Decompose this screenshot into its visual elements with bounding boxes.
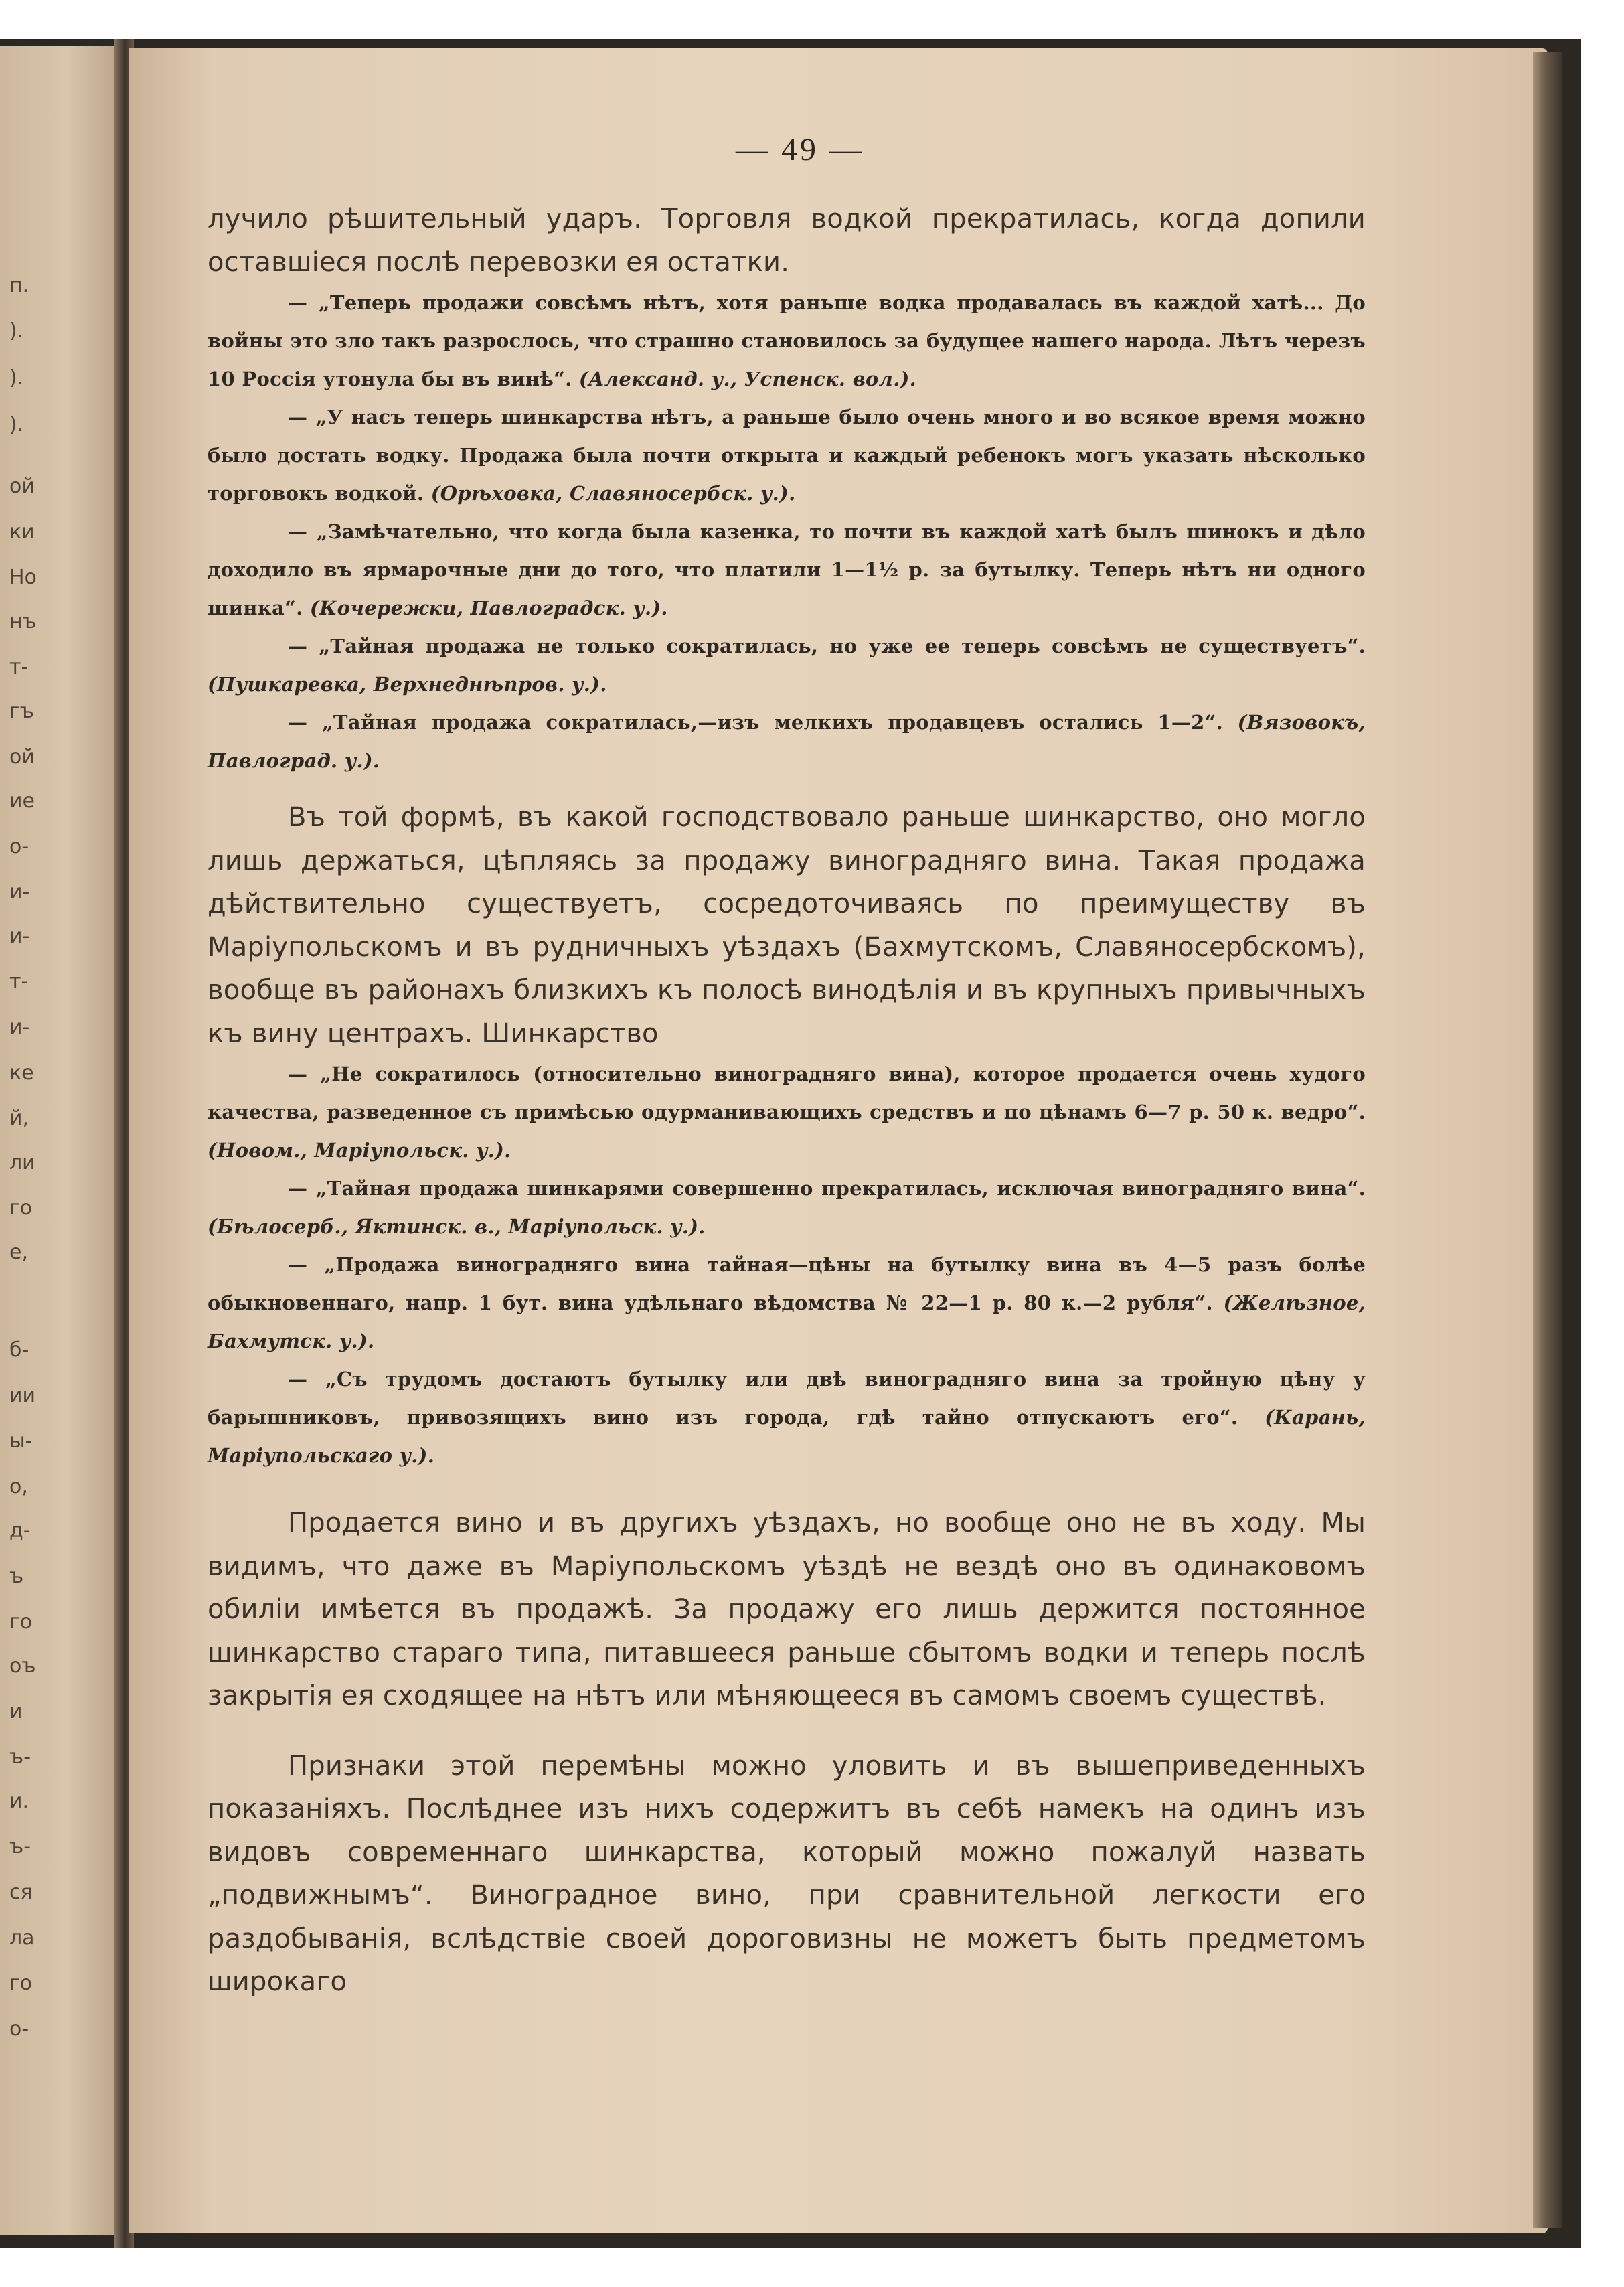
fragment: ся [9, 1881, 33, 1904]
quote-text: — „Тайная продажа не только сократилась, но уже ее теперь совсѣмъ не существуетъ“. [288, 635, 1366, 657]
quote [208, 627, 1366, 704]
fragment: т- [9, 655, 29, 679]
fragment: б- [9, 1338, 29, 1362]
spacer [208, 1718, 1366, 1745]
fragment: го [9, 1610, 33, 1634]
quote-location: (Александ. у., Успенск. вол.). [578, 368, 917, 390]
fragment: ъ [9, 1565, 24, 1588]
quote-location: (Новом., Маріупольск. у.). [208, 1139, 511, 1162]
fragment: ой [9, 475, 35, 498]
page-number: — 49 — [736, 132, 864, 167]
fragment: и [9, 1700, 23, 1723]
fragment: д- [9, 1519, 31, 1543]
fragment: и- [9, 880, 30, 904]
fragment: Но [9, 566, 37, 589]
paragraph-4: Признаки этой перемѣны можно уловить и въ вышеприведенныхъ показаніяхъ. Послѣднее изъ нихъ содержитъ въ себѣ намекъ на одинъ изъ видовъ современнаго шинкарства, который можно пожалуй назвать „подвижнымъ“. Виноградное вино, при сравнительной легкости его раздобыванія, вслѣдствіе своей дороговизны не можетъ быть предметомъ широкаго [208, 1750, 1366, 1997]
fragment: ). [9, 413, 24, 437]
fragment: и- [9, 925, 30, 948]
fragment: о- [9, 835, 29, 858]
quote-location: (Вязовокъ, Павлоград. у.). [208, 711, 1366, 772]
spacer [208, 780, 1366, 796]
fragment: ы- [9, 1429, 33, 1453]
page-edge [1533, 52, 1562, 2228]
fragment: ). [9, 366, 24, 390]
quote [208, 1246, 1366, 1360]
fragment: п. [9, 274, 29, 297]
quote [208, 284, 1366, 398]
spacer [208, 1475, 1366, 1502]
left-page-fragments [9, 46, 116, 2235]
fragment: ла [9, 1926, 35, 1950]
quote [208, 1360, 1366, 1475]
fragment: нъ [9, 610, 37, 633]
fragment: ке [9, 1061, 34, 1085]
quote-text: — „Продажа виноградняго вина тайная—цѣны на бутылку вина въ 4—5 разъ болѣе обыкновеннаго, напр. 1 бут. вина удѣльнаго вѣдомства № 22—1 р. 80 к.—2 рубля“. [208, 1253, 1366, 1314]
fragment: оъ [9, 1654, 36, 1678]
paragraph-1: лучило рѣшительный ударъ. Торговля водкой прекратилась, когда допили оставшіеся послѣ перевозки ея остатки. [208, 204, 1366, 278]
quote-text: — „Не сократилось (относительно виноградняго вина), которое продается очень худого качества, разведенное съ примѣсью одурманивающихъ средствъ и по цѣнамъ 6—7 р. 50 к. ведро“. [208, 1062, 1366, 1123]
fragment: ъ- [9, 1745, 31, 1769]
paragraph-2: Въ той формѣ, въ какой господствовало раньше шинкарство, оно могло лишь держаться, цѣпляясь за продажу виноградняго вина. Такая продажа дѣйствительно существуетъ, сосредоточиваясь по преимуществу въ Маріупольскомъ и въ рудничныхъ уѣздахъ (Бахмутскомъ, Славяносербскомъ), вообще въ районахъ близкихъ къ полосѣ винодѣлія и въ крупныхъ привычныхъ къ вину центрахъ. Шинкарство [208, 802, 1366, 1049]
left-page [0, 46, 122, 2235]
fragment: и- [9, 1016, 30, 1039]
fragment: и. [9, 1790, 29, 1813]
quote-location: (Пушкаревка, Верхнеднѣпров. у.). [208, 673, 607, 696]
fragment: ъ- [9, 1835, 31, 1859]
fragment: ки [9, 520, 35, 544]
fragment: ии [9, 1384, 35, 1407]
quote [208, 1055, 1366, 1170]
quote-location: (Кочережки, Павлоградск. у.). [309, 597, 668, 619]
fragment: ). [9, 319, 24, 343]
fragment: го [9, 1196, 33, 1220]
fragment: й, [9, 1107, 29, 1130]
quote-text: — „Тайная продажа шинкарями совершенно прекратилась, исключая виноградняго вина“. [288, 1177, 1366, 1200]
quote-location: (Желѣзное, Бахмутск. у.). [208, 1291, 1366, 1352]
quote-text: — „У насъ теперь шинкарства нѣтъ, а раньше было очень много и во всякое время можно было достать водку. Продажа была почти открыта и каждый ребенокъ могъ указать нѣсколько торговокъ водкой. [208, 406, 1366, 505]
quote-text: — „Тайная продажа сократилась,—изъ мелкихъ продавцевъ остались 1—2“. [288, 711, 1223, 734]
quote-location: (Бѣлосерб., Яктинск. в., Маріупольск. у.). [208, 1215, 706, 1238]
fragment: о- [9, 2017, 29, 2041]
fragment: о, [9, 1475, 28, 1498]
quote-location: (Карань, Маріупольскаго у.). [208, 1406, 1366, 1467]
quote-text: — „Съ трудомъ достаютъ бутылку или двѣ виноградняго вина за тройную цѣну у барышниковъ, привозящихъ вино изъ города, гдѣ тайно отпускаютъ его“. [208, 1368, 1366, 1429]
quote [208, 704, 1366, 780]
fragment: гъ [9, 700, 34, 723]
fragment: т- [9, 970, 29, 994]
quote-text: — „Замѣчательно, что когда была казенка, то почти въ каждой хатѣ былъ шинокъ и дѣло доходило въ ярмарочные дни до того, что платили 1—1½ р. за бутылку. Теперь нѣтъ ни одного шинка“. [208, 520, 1366, 619]
fragment: го [9, 1972, 33, 1995]
quote [208, 1170, 1366, 1246]
quote-location: (Орѣховка, Славяносербск. у.). [430, 482, 796, 505]
fragment: е, [9, 1241, 28, 1264]
page-content [208, 131, 1366, 2004]
fragment: ли [9, 1151, 35, 1174]
fragment: ие [9, 789, 35, 813]
quote-text: — „Теперь продажи совсѣмъ нѣтъ, хотя раньше водка продавалась въ каждой хатѣ... До войны это зло такъ разрослось, что страшно становилось за будущее нашего народа. Лѣтъ черезъ 10 Россія утонула бы въ винѣ“. [208, 291, 1366, 390]
fragment: ой [9, 745, 35, 769]
paragraph-3: Продается вино и въ другихъ уѣздахъ, но вообще оно не въ ходу. Мы видимъ, что даже въ Маріупольскомъ уѣздѣ не вездѣ оно въ одинаковомъ обиліи имѣется въ продажѣ. За продажу его лишь держится постоянное шинкарство стараго типа, питавшееся раньше сбытомъ водки и теперь послѣ закрытія ея сходящее на нѣтъ или мѣняющееся въ самомъ своемъ существѣ. [208, 1508, 1366, 1711]
quote [208, 398, 1366, 513]
quote [208, 513, 1366, 627]
